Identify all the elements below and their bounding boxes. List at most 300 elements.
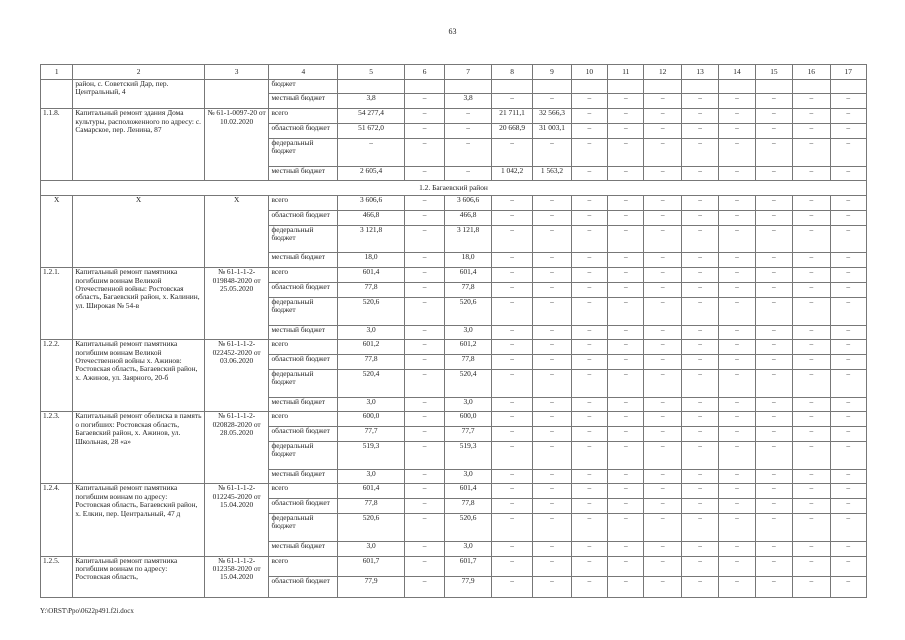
- amount-col-6: –: [404, 297, 444, 325]
- amount-col-10: –: [571, 513, 607, 541]
- amount-col-17: –: [830, 369, 867, 397]
- amount-col-7: 3 606,6: [445, 196, 492, 211]
- item-number: 1.2.4.: [41, 484, 73, 556]
- amount-col-15: –: [755, 397, 792, 412]
- amount-col-5: 18,0: [338, 253, 405, 268]
- amount-col-13: –: [681, 427, 718, 442]
- column-number-6: 6: [404, 65, 444, 80]
- amount-col-12: –: [644, 109, 681, 124]
- amount-col-8: –: [491, 577, 532, 598]
- amount-col-12: –: [644, 541, 681, 556]
- column-number-12: 12: [644, 65, 681, 80]
- amount-col-16: –: [793, 253, 830, 268]
- amount-col-9: 1 563,2: [533, 166, 571, 181]
- object-description: Капитальный ремонт памятника погибшим воинам Великой Отечественной войны х. Ажинов: Ростовская область, Багаевский район, х. Ажинов, ул. Заярного, 20-б: [73, 340, 204, 412]
- amount-col-17: [830, 79, 867, 94]
- amount-col-5: 77,8: [338, 355, 405, 370]
- amount-col-7: 3 121,8: [445, 225, 492, 253]
- amount-col-16: –: [793, 484, 830, 499]
- table-row: [41, 196, 867, 211]
- amount-col-16: –: [793, 109, 830, 124]
- amount-col-10: –: [571, 340, 607, 355]
- amount-col-5: 3,0: [338, 397, 405, 412]
- amount-col-14: –: [719, 340, 755, 355]
- amount-col-6: –: [404, 427, 444, 442]
- amount-col-10: –: [571, 253, 607, 268]
- amount-col-9: –: [533, 484, 571, 499]
- amount-col-10: [571, 79, 607, 94]
- column-number-1: 1: [41, 65, 73, 80]
- amount-col-7: 3,8: [445, 94, 492, 109]
- funding-source: областной бюджет: [269, 427, 338, 442]
- funding-source: федеральный бюджет: [269, 297, 338, 325]
- amount-col-15: –: [755, 340, 792, 355]
- funding-source: всего: [269, 484, 338, 499]
- amount-col-5: 54 277,4: [338, 109, 405, 124]
- amount-col-5: 601,7: [338, 556, 405, 577]
- amount-col-12: –: [644, 369, 681, 397]
- item-number: 1.1.8.: [41, 109, 73, 181]
- object-description: Капитальный ремонт обелиска в память о погибших: Ростовская область, Багаевский район, х. Ажинов, ул. Школьная, 28 «а»: [73, 412, 204, 484]
- amount-col-17: –: [830, 282, 867, 297]
- amount-col-10: –: [571, 94, 607, 109]
- amount-col-11: –: [608, 513, 644, 541]
- amount-col-9: 32 566,3: [533, 109, 571, 124]
- column-number-16: 16: [793, 65, 830, 80]
- amount-col-15: –: [755, 541, 792, 556]
- amount-col-11: –: [608, 484, 644, 499]
- amount-col-9: –: [533, 556, 571, 577]
- amount-col-8: –: [491, 94, 532, 109]
- amount-col-16: –: [793, 210, 830, 225]
- amount-col-7: 520,6: [445, 297, 492, 325]
- amount-col-5: 3,0: [338, 541, 405, 556]
- amount-col-7: 77,9: [445, 577, 492, 598]
- amount-col-15: –: [755, 138, 792, 166]
- funding-source: местный бюджет: [269, 253, 338, 268]
- column-number-10: 10: [571, 65, 607, 80]
- budget-table: [40, 64, 867, 598]
- amount-col-15: [755, 79, 792, 94]
- amount-col-9: –: [533, 412, 571, 427]
- amount-col-8: –: [491, 138, 532, 166]
- amount-col-13: –: [681, 282, 718, 297]
- amount-col-7: –: [445, 166, 492, 181]
- amount-col-6: –: [404, 109, 444, 124]
- amount-col-9: –: [533, 253, 571, 268]
- amount-col-11: –: [608, 253, 644, 268]
- amount-col-6: –: [404, 325, 444, 340]
- document-reference: № 61-1-1-2-019848-2020 от 25.05.2020: [204, 268, 269, 340]
- funding-source: всего: [269, 196, 338, 211]
- amount-col-10: –: [571, 469, 607, 484]
- amount-col-14: –: [719, 369, 755, 397]
- amount-col-8: 1 042,2: [491, 166, 532, 181]
- amount-col-8: –: [491, 355, 532, 370]
- amount-col-5: 3,8: [338, 94, 405, 109]
- amount-col-17: –: [830, 355, 867, 370]
- amount-col-14: –: [719, 253, 755, 268]
- amount-col-17: –: [830, 123, 867, 138]
- amount-col-13: –: [681, 340, 718, 355]
- amount-col-5: 600,0: [338, 412, 405, 427]
- amount-col-15: –: [755, 166, 792, 181]
- amount-col-17: –: [830, 210, 867, 225]
- table-row: [41, 556, 867, 577]
- amount-col-10: –: [571, 196, 607, 211]
- amount-col-12: –: [644, 499, 681, 514]
- amount-col-10: –: [571, 297, 607, 325]
- amount-col-12: –: [644, 297, 681, 325]
- amount-col-13: –: [681, 210, 718, 225]
- amount-col-14: –: [719, 297, 755, 325]
- column-number-17: 17: [830, 65, 867, 80]
- amount-col-9: –: [533, 297, 571, 325]
- amount-col-9: [533, 79, 571, 94]
- page-number: 63: [448, 27, 457, 36]
- funding-source: всего: [269, 556, 338, 577]
- amount-col-12: –: [644, 412, 681, 427]
- funding-source: федеральный бюджет: [269, 225, 338, 253]
- column-number-7: 7: [445, 65, 492, 80]
- amount-col-15: –: [755, 355, 792, 370]
- amount-col-12: –: [644, 282, 681, 297]
- amount-col-6: –: [404, 577, 444, 598]
- amount-col-6: –: [404, 541, 444, 556]
- amount-col-10: –: [571, 225, 607, 253]
- amount-col-5: 3,0: [338, 325, 405, 340]
- amount-col-14: –: [719, 225, 755, 253]
- amount-col-13: –: [681, 577, 718, 598]
- table-row: [41, 79, 867, 94]
- amount-col-8: 20 668,9: [491, 123, 532, 138]
- amount-col-16: –: [793, 397, 830, 412]
- amount-col-11: –: [608, 469, 644, 484]
- amount-col-12: –: [644, 340, 681, 355]
- amount-col-9: –: [533, 469, 571, 484]
- amount-col-5: 466,8: [338, 210, 405, 225]
- amount-col-14: –: [719, 166, 755, 181]
- amount-col-14: –: [719, 94, 755, 109]
- item-number: 1.2.2.: [41, 340, 73, 412]
- amount-col-16: –: [793, 369, 830, 397]
- column-number-2: 2: [73, 65, 204, 80]
- amount-col-15: –: [755, 469, 792, 484]
- funding-source: областной бюджет: [269, 499, 338, 514]
- amount-col-17: –: [830, 325, 867, 340]
- amount-col-8: –: [491, 441, 532, 469]
- funding-source: областной бюджет: [269, 577, 338, 598]
- amount-col-9: –: [533, 340, 571, 355]
- amount-col-6: –: [404, 499, 444, 514]
- amount-col-8: –: [491, 253, 532, 268]
- column-number-8: 8: [491, 65, 532, 80]
- amount-col-17: –: [830, 484, 867, 499]
- amount-col-17: –: [830, 166, 867, 181]
- amount-col-8: –: [491, 282, 532, 297]
- amount-col-14: –: [719, 196, 755, 211]
- amount-col-6: –: [404, 253, 444, 268]
- amount-col-15: –: [755, 253, 792, 268]
- amount-col-13: –: [681, 123, 718, 138]
- amount-col-5: 520,4: [338, 369, 405, 397]
- amount-col-14: –: [719, 577, 755, 598]
- amount-col-13: –: [681, 109, 718, 124]
- document-reference: № 61-1-0097-20 от 10.02.2020: [204, 109, 269, 181]
- amount-col-6: –: [404, 282, 444, 297]
- amount-col-5: 77,8: [338, 282, 405, 297]
- amount-col-17: –: [830, 469, 867, 484]
- amount-col-16: –: [793, 282, 830, 297]
- amount-col-13: –: [681, 397, 718, 412]
- amount-col-16: –: [793, 499, 830, 514]
- amount-col-9: –: [533, 441, 571, 469]
- amount-col-9: –: [533, 427, 571, 442]
- amount-col-17: –: [830, 94, 867, 109]
- column-number-14: 14: [719, 65, 755, 80]
- amount-col-5: 601,2: [338, 340, 405, 355]
- amount-col-11: –: [608, 499, 644, 514]
- amount-col-8: –: [491, 340, 532, 355]
- amount-col-6: –: [404, 513, 444, 541]
- document-reference: [204, 79, 269, 108]
- document-reference: Х: [204, 196, 269, 268]
- amount-col-6: –: [404, 196, 444, 211]
- amount-col-7: [445, 79, 492, 94]
- amount-col-11: –: [608, 297, 644, 325]
- funding-source: местный бюджет: [269, 94, 338, 109]
- amount-col-11: –: [608, 123, 644, 138]
- funding-source: областной бюджет: [269, 282, 338, 297]
- amount-col-5: [338, 79, 405, 94]
- amount-col-5: 3 121,8: [338, 225, 405, 253]
- amount-col-5: 520,6: [338, 513, 405, 541]
- amount-col-6: –: [404, 397, 444, 412]
- amount-col-14: –: [719, 109, 755, 124]
- object-description: Капитальный ремонт памятника погибшим воинам по адресу: Ростовская область,: [73, 556, 204, 597]
- amount-col-6: –: [404, 210, 444, 225]
- amount-col-5: 2 605,4: [338, 166, 405, 181]
- amount-col-5: –: [338, 138, 405, 166]
- amount-col-16: –: [793, 225, 830, 253]
- column-number-11: 11: [608, 65, 644, 80]
- amount-col-11: –: [608, 138, 644, 166]
- amount-col-10: –: [571, 123, 607, 138]
- amount-col-7: 601,2: [445, 340, 492, 355]
- amount-col-17: –: [830, 513, 867, 541]
- amount-col-11: –: [608, 166, 644, 181]
- amount-col-11: –: [608, 325, 644, 340]
- amount-col-9: –: [533, 282, 571, 297]
- amount-col-5: 520,6: [338, 297, 405, 325]
- amount-col-8: –: [491, 412, 532, 427]
- amount-col-15: –: [755, 412, 792, 427]
- amount-col-11: –: [608, 225, 644, 253]
- amount-col-12: –: [644, 94, 681, 109]
- amount-col-13: –: [681, 484, 718, 499]
- section-title: 1.2. Багаевский район: [41, 181, 867, 196]
- amount-col-15: –: [755, 441, 792, 469]
- amount-col-14: –: [719, 484, 755, 499]
- amount-col-14: –: [719, 412, 755, 427]
- item-number: Х: [41, 196, 73, 268]
- amount-col-10: –: [571, 484, 607, 499]
- amount-col-14: –: [719, 499, 755, 514]
- amount-col-14: –: [719, 513, 755, 541]
- funding-source: местный бюджет: [269, 397, 338, 412]
- funding-source: областной бюджет: [269, 210, 338, 225]
- amount-col-13: –: [681, 225, 718, 253]
- amount-col-11: –: [608, 196, 644, 211]
- amount-col-6: –: [404, 556, 444, 577]
- amount-col-17: –: [830, 109, 867, 124]
- column-number-4: 4: [269, 65, 338, 80]
- amount-col-7: 601,4: [445, 484, 492, 499]
- amount-col-13: –: [681, 541, 718, 556]
- item-number: 1.2.1.: [41, 268, 73, 340]
- amount-col-10: –: [571, 369, 607, 397]
- amount-col-10: –: [571, 355, 607, 370]
- amount-col-9: –: [533, 225, 571, 253]
- amount-col-16: [793, 79, 830, 94]
- amount-col-6: –: [404, 369, 444, 397]
- amount-col-6: –: [404, 166, 444, 181]
- amount-col-14: –: [719, 469, 755, 484]
- amount-col-9: –: [533, 369, 571, 397]
- amount-col-10: –: [571, 138, 607, 166]
- amount-col-13: –: [681, 297, 718, 325]
- funding-source: бюджет: [269, 79, 338, 94]
- funding-source: федеральный бюджет: [269, 441, 338, 469]
- amount-col-14: –: [719, 541, 755, 556]
- amount-col-12: –: [644, 427, 681, 442]
- amount-col-17: –: [830, 225, 867, 253]
- amount-col-6: –: [404, 469, 444, 484]
- amount-col-10: –: [571, 556, 607, 577]
- amount-col-13: –: [681, 412, 718, 427]
- column-number-13: 13: [681, 65, 718, 80]
- amount-col-12: –: [644, 253, 681, 268]
- amount-col-9: –: [533, 94, 571, 109]
- amount-col-13: –: [681, 513, 718, 541]
- amount-col-16: –: [793, 340, 830, 355]
- amount-col-16: –: [793, 138, 830, 166]
- amount-col-17: –: [830, 196, 867, 211]
- amount-col-10: –: [571, 499, 607, 514]
- amount-col-12: –: [644, 441, 681, 469]
- amount-col-13: –: [681, 94, 718, 109]
- amount-col-14: –: [719, 123, 755, 138]
- funding-source: местный бюджет: [269, 541, 338, 556]
- amount-col-15: –: [755, 369, 792, 397]
- amount-col-17: –: [830, 499, 867, 514]
- amount-col-11: [608, 79, 644, 94]
- amount-col-7: 18,0: [445, 253, 492, 268]
- amount-col-12: –: [644, 556, 681, 577]
- amount-col-12: –: [644, 196, 681, 211]
- amount-col-8: –: [491, 484, 532, 499]
- amount-col-10: –: [571, 210, 607, 225]
- amount-col-16: –: [793, 577, 830, 598]
- amount-col-14: –: [719, 441, 755, 469]
- item-number: [41, 79, 73, 108]
- amount-col-7: 3,0: [445, 541, 492, 556]
- amount-col-15: –: [755, 325, 792, 340]
- amount-col-6: –: [404, 268, 444, 283]
- amount-col-16: –: [793, 556, 830, 577]
- object-description: Капитальный ремонт памятника погибшим воинам Великой Отечественной войны: Ростовская область, Багаевский район, х. Калинин, ул. Широкая № 54-в: [73, 268, 204, 340]
- amount-col-6: –: [404, 138, 444, 166]
- amount-col-12: –: [644, 325, 681, 340]
- amount-col-15: –: [755, 225, 792, 253]
- amount-col-12: –: [644, 577, 681, 598]
- amount-col-16: –: [793, 513, 830, 541]
- amount-col-7: 77,8: [445, 499, 492, 514]
- amount-col-8: –: [491, 325, 532, 340]
- amount-col-13: –: [681, 196, 718, 211]
- amount-col-6: –: [404, 355, 444, 370]
- amount-col-16: –: [793, 268, 830, 283]
- item-number: 1.2.3.: [41, 412, 73, 484]
- amount-col-8: –: [491, 268, 532, 283]
- amount-col-16: –: [793, 541, 830, 556]
- amount-col-17: –: [830, 268, 867, 283]
- amount-col-9: 31 003,1: [533, 123, 571, 138]
- amount-col-6: –: [404, 225, 444, 253]
- amount-col-9: –: [533, 499, 571, 514]
- funding-source: федеральный бюджет: [269, 513, 338, 541]
- amount-col-5: 77,9: [338, 577, 405, 598]
- amount-col-17: –: [830, 441, 867, 469]
- object-description: Капитальный ремонт здания Дома культуры, расположенного по адресу: с. Самарское, пер. Ленина, 87: [73, 109, 204, 181]
- amount-col-16: –: [793, 441, 830, 469]
- amount-col-8: –: [491, 210, 532, 225]
- amount-col-14: –: [719, 268, 755, 283]
- amount-col-6: –: [404, 412, 444, 427]
- amount-col-17: –: [830, 253, 867, 268]
- funding-source: областной бюджет: [269, 123, 338, 138]
- amount-col-8: –: [491, 297, 532, 325]
- amount-col-16: –: [793, 427, 830, 442]
- file-path-footer: Y:\ORST\Ppo\0622p491.f2i.docx: [40, 607, 134, 615]
- amount-col-14: –: [719, 325, 755, 340]
- amount-col-9: –: [533, 138, 571, 166]
- amount-col-8: –: [491, 397, 532, 412]
- amount-col-15: –: [755, 268, 792, 283]
- object-description: Х: [73, 196, 204, 268]
- amount-col-7: 519,3: [445, 441, 492, 469]
- funding-source: всего: [269, 412, 338, 427]
- amount-col-10: –: [571, 541, 607, 556]
- table-row: [41, 340, 867, 355]
- amount-col-6: –: [404, 340, 444, 355]
- amount-col-15: –: [755, 577, 792, 598]
- amount-col-13: –: [681, 166, 718, 181]
- amount-col-13: –: [681, 556, 718, 577]
- amount-col-17: –: [830, 577, 867, 598]
- object-description: Капитальный ремонт памятника погибшим воинам по адресу: Ростовская область, Багаевский район, х. Елкин, пер. Центральный, 47 д: [73, 484, 204, 556]
- amount-col-11: –: [608, 369, 644, 397]
- amount-col-12: –: [644, 484, 681, 499]
- amount-col-16: –: [793, 166, 830, 181]
- amount-col-14: –: [719, 282, 755, 297]
- amount-col-7: 601,7: [445, 556, 492, 577]
- amount-col-6: [404, 79, 444, 94]
- document-reference: № 61-1-1-2-022452-2020 от 03.06.2020: [204, 340, 269, 412]
- amount-col-11: –: [608, 340, 644, 355]
- amount-col-15: –: [755, 484, 792, 499]
- amount-col-11: –: [608, 397, 644, 412]
